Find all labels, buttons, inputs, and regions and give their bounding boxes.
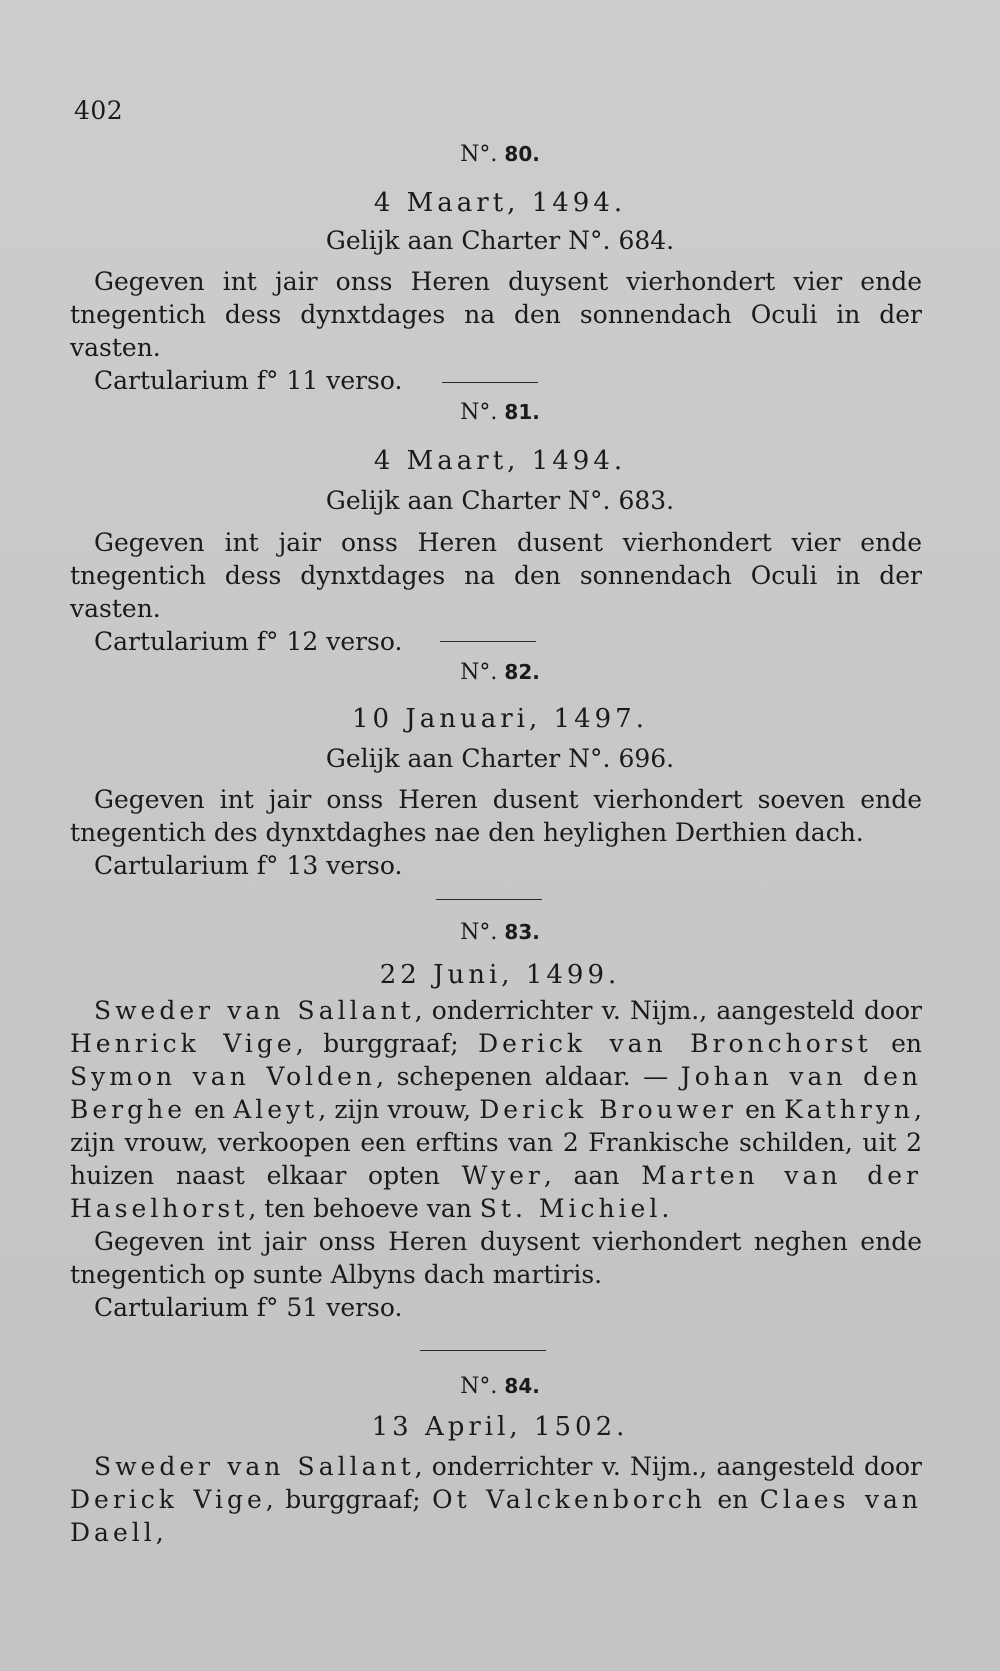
person-name: Derick Brouwer [479,1095,737,1124]
charter-80-number [0,142,1000,167]
charter-number-label: N°. [460,400,498,425]
charter-81-cartularium: Cartularium f° 12 verso. [94,627,403,656]
person-name: Johan van den Berghe [70,1062,923,1124]
summary-text: , burggraaf; [265,1485,433,1514]
charter-number-value: 82. [504,660,540,684]
summary-text: . [661,1194,670,1223]
charter-81-body [70,526,922,658]
charter-number-value: 83. [504,920,540,944]
institution-name: St. Michiel [479,1194,662,1223]
summary-text: , [155,1518,164,1547]
charter-82-reference: Gelijk aan Charter N°. 696. [325,744,675,773]
charter-83-body [70,994,922,1324]
charter-80-cartularium: Cartularium f° 11 verso. [94,366,403,395]
charter-83-number [0,920,1000,945]
person-name: Marten van der Haselhorst [70,1161,922,1223]
page-number: 402 [74,96,124,125]
person-name: Ot Valckenborch [432,1485,706,1514]
person-name: Claes van Daell [70,1485,922,1547]
charter-83-summary [70,994,922,1225]
charter-number-label: N°. [460,920,498,945]
charter-83-cartularium: Cartularium f° 51 verso. [94,1293,403,1322]
charter-84-number [0,1374,1000,1399]
charter-81-text: Gegeven int jair onss Heren dusent vierhondert vier ende tnegentich dess dynxtdages na den sonnendach Oculi in der vasten. [70,528,922,623]
separator-rule [420,1350,546,1351]
summary-text: , schepenen aldaar. — [376,1062,681,1091]
summary-text: en [736,1095,785,1124]
charter-82-body [70,783,922,882]
charter-84-summary [70,1450,922,1549]
person-name: Kathryn [784,1095,915,1124]
charter-80-reference: Gelijk aan Charter N°. 684. [325,226,675,255]
separator-rule [440,641,536,642]
separator-rule [436,899,542,900]
place-name: Wyer [461,1161,544,1190]
charter-82-date: 10 Januari, 1497. [352,704,648,734]
summary-text: , aan [543,1161,642,1190]
charter-84-date: 13 April, 1502. [371,1412,629,1442]
charter-81-number [0,400,1000,425]
person-name: Derick Vige [70,1485,266,1514]
person-name: Sweder van Sallant [94,996,415,1025]
person-name: Derick van Bronchorst [478,1029,872,1058]
person-name: Symon van Volden [70,1062,377,1091]
charter-80-text: Gegeven int jair onss Heren duysent vierhondert vier ende tnegentich dess dynxtdages na den sonnendach Oculi in der vasten. [70,267,922,362]
charter-number-label: N°. [460,142,498,167]
summary-text: , onderrichter v. Nijm., aangesteld door [414,1452,922,1481]
charter-80-date: 4 Maart, 1494. [373,188,627,218]
summary-text: en [186,1095,234,1124]
summary-text: , zijn vrouw, [318,1095,480,1124]
summary-text: en [705,1485,760,1514]
person-name: Henrick Vige [70,1029,296,1058]
charter-80-body [70,265,922,397]
summary-text: , onderrichter v. Nijm., aangesteld door [414,996,922,1025]
charter-82-cartularium: Cartularium f° 13 verso. [94,851,403,880]
summary-text: en [871,1029,923,1058]
charter-number-label: N°. [460,660,498,685]
summary-text: , ten behoeve van [248,1194,480,1223]
charter-82-text: Gegeven int jair onss Heren dusent vierhondert soeven ende tnegentich des dynxtdaghes nae den heylighen Derthien dach. [70,785,922,847]
charter-number-label: N°. [460,1374,498,1399]
separator-rule [442,382,538,383]
charter-83-text: Gegeven int jair onss Heren duysent vierhondert neghen ende tnegentich op sunte Albyns dach martiris. [70,1227,922,1289]
person-name: Aleyt [233,1095,319,1124]
charter-84-body [70,1450,922,1549]
charter-number-value: 84. [504,1374,540,1398]
charter-83-date: 22 Juni, 1499. [379,960,621,990]
summary-text: , burggraaf; [295,1029,479,1058]
charter-81-date: 4 Maart, 1494. [373,446,627,476]
charter-81-reference: Gelijk aan Charter N°. 683. [325,486,675,515]
charter-82-number [0,660,1000,685]
charter-number-value: 81. [504,400,540,424]
summary-text: , zijn vrouw, verkoopen een erftins van 2 Frankische schilden, uit 2 huizen naast elkaar opten [70,1095,922,1190]
person-name: Sweder van Sallant [94,1452,415,1481]
charter-number-value: 80. [504,142,540,166]
